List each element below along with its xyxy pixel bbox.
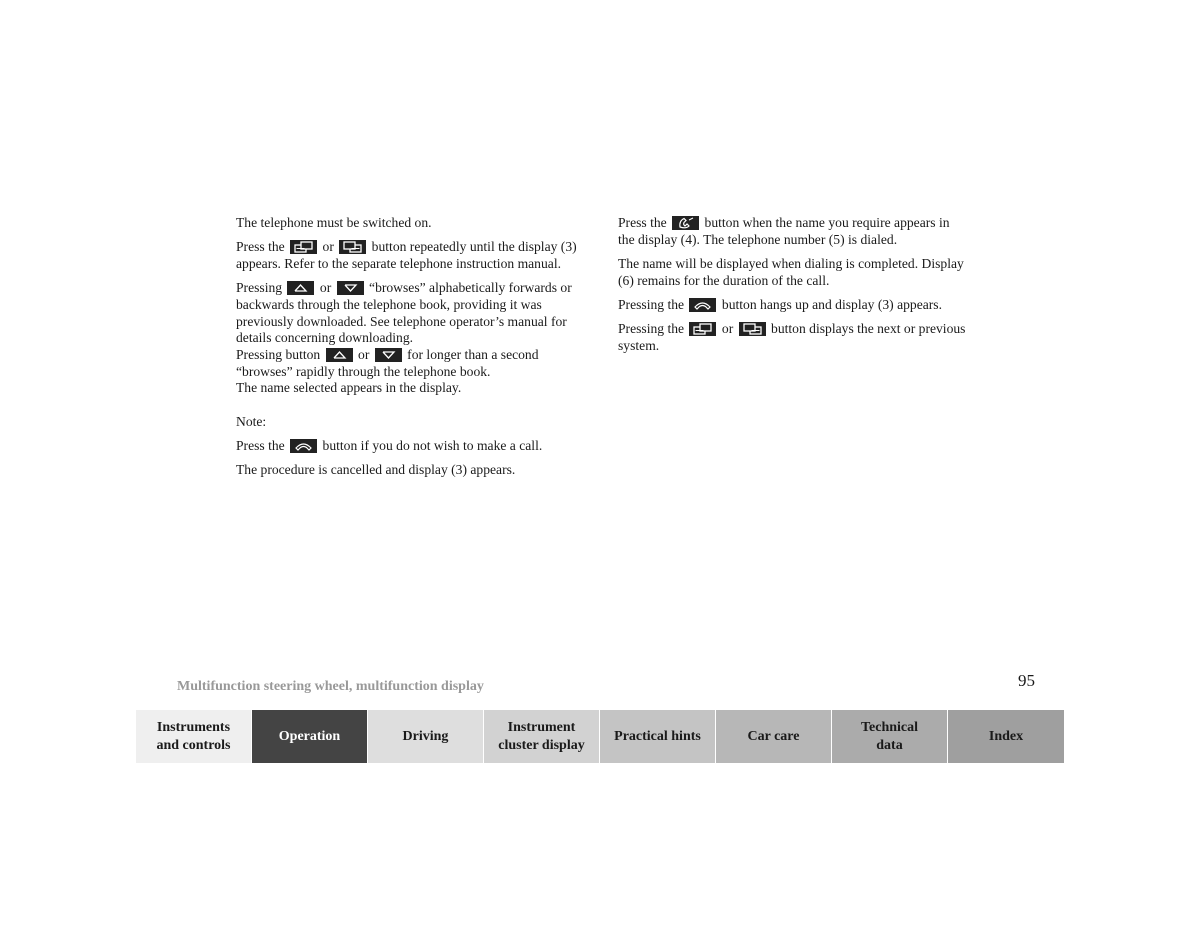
previous-system-button-icon (739, 322, 766, 336)
tab-driving[interactable]: Driving (368, 710, 484, 763)
note-label: Note: (236, 414, 267, 430)
tab-instruments-and-controls[interactable]: Instruments and controls (136, 710, 252, 763)
paragraph: The procedure is cancelled and display (3) appears. (236, 462, 516, 478)
tab-technical-data[interactable]: Technical data (832, 710, 948, 763)
paragraph: The telephone must be switched on. (236, 215, 432, 230)
chapter-tabs (136, 710, 1064, 763)
left-column (236, 215, 588, 487)
next-system-button-icon (689, 322, 716, 336)
up-arrow-button-icon (326, 348, 353, 362)
next-system-button-icon (290, 240, 317, 254)
tab-instrument-cluster-display[interactable]: Instrument cluster display (484, 710, 600, 763)
paragraph: Press the button when the name you require appears in the display (4). The telephone number (5) is dialed. (618, 215, 950, 247)
phone-pickup-button-icon (672, 216, 699, 230)
phone-hangup-button-icon (689, 298, 716, 312)
paragraph: Pressing the or button displays the next or previous system. (618, 321, 966, 353)
down-arrow-button-icon (337, 281, 364, 295)
up-arrow-button-icon (287, 281, 314, 295)
right-column (618, 215, 968, 362)
previous-system-button-icon (339, 240, 366, 254)
tab-operation[interactable]: Operation (252, 710, 368, 763)
down-arrow-button-icon (375, 348, 402, 362)
section-title: Multifunction steering wheel, multifunction display (177, 679, 484, 694)
paragraph: Press the or button repeatedly until the display (3) appears. Refer to the separate telephone instruction manual. (236, 239, 577, 271)
tab-index[interactable]: Index (948, 710, 1064, 763)
page-number: 95 (1018, 671, 1035, 690)
phone-hangup-button-icon (290, 439, 317, 453)
tab-practical-hints[interactable]: Practical hints (600, 710, 716, 763)
paragraph: Pressing the button hangs up and display (3) appears. (618, 296, 942, 312)
paragraph: The name will be displayed when dialing is completed. Display (6) remains for the duration of the call. (618, 255, 964, 288)
paragraph: Pressing or “browses” alphabetically forwards or backwards through the telephone book, providing it was previously downloaded. See telephone operator’s manual for details concerning downloading. Pressing button or for longer than a second “browses” rapidly through the telephone book. The name selected appears in the display. (236, 280, 572, 396)
tab-car-care[interactable]: Car care (716, 710, 832, 763)
paragraph: Press the button if you do not wish to make a call. (236, 438, 543, 454)
